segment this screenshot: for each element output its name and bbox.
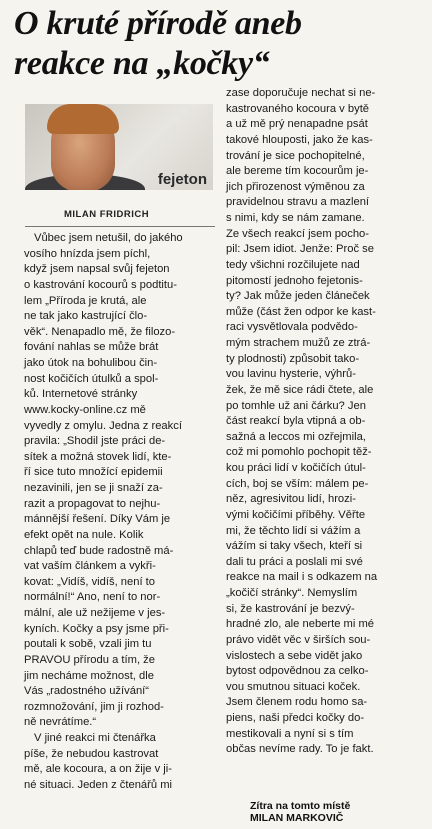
photo-hair <box>47 104 119 134</box>
text-line: což mi pomohlo pochopit těž- <box>226 446 372 459</box>
text-line: kyních. Kočky a psy jsme při- <box>24 622 169 635</box>
text-line: po tomhle už ani čárku? Jen <box>226 399 366 412</box>
text-line: nost kočičích útulků a spol- <box>24 372 159 385</box>
text-line: část reakcí byla vtipná a ob- <box>226 415 366 428</box>
text-line: jako útok na bohulibou čin- <box>24 357 158 369</box>
text-line: cích, boj se vším: málem pe- <box>226 477 369 490</box>
text-line: když jsem napsal svůj fejeton <box>24 263 170 276</box>
text-line: Vás „radostného užívání“ <box>24 685 149 698</box>
text-line: mým strachem mužů ze ztrá- <box>226 337 371 349</box>
text-line: ty plodnosti) způsobit tako- <box>226 352 360 365</box>
text-line: ří sice tuto množící epidemii <box>24 466 163 479</box>
text-line: mestikovali a nyní si s tím <box>226 727 354 740</box>
text-line: jim necháme možnost, dle <box>24 669 154 682</box>
text-line: lem „Příroda je krutá, ale <box>24 294 147 307</box>
headline-line-1: O kruté přírodě aneb <box>14 5 302 42</box>
text-line: Vůbec jsem netušil, do jakého <box>34 232 183 244</box>
text-line: takové hlouposti, jako že kas- <box>226 133 373 146</box>
text-line: mě, ale kocoura, a on žije v ji- <box>24 763 172 776</box>
text-line: zase doporučuje nechat si ne- <box>226 87 376 99</box>
text-line: ků. Internetové stránky <box>24 388 138 401</box>
text-line: ne tak jako kastrující člo- <box>24 310 148 323</box>
text-line: rozmnožování, jim ji rozhod- <box>24 700 164 713</box>
text-line: sítek a možná stovek lidí, kte- <box>24 450 172 463</box>
text-line: kou práci lidí v kočičích útul- <box>226 462 366 474</box>
text-line: vosího hnízda jsem píchl, <box>24 247 151 260</box>
text-line: žek, že mě sice rádi čtete, ale <box>226 383 374 396</box>
text-line: právo vidět věc v širších sou- <box>226 633 371 646</box>
text-line: ně nevrátíme.“ <box>24 716 97 729</box>
text-line: může (část žen odpor ke kast- <box>226 305 376 318</box>
text-line: trování je sice pochopitelné, <box>226 149 365 162</box>
text-line: vou lavinu hysterie, výhrů- <box>226 368 356 381</box>
author-byline: MILAN FRIDRICH <box>64 209 150 220</box>
text-line: dali tu práci a poslali mi své <box>226 555 363 568</box>
text-line: fování nahlas se může brát <box>24 341 159 354</box>
rubric-tag: fejeton <box>157 171 207 188</box>
text-line: pitomostí jednoho fejetonis- <box>226 274 363 287</box>
text-line: mánnější řešení. Díky Vám je <box>24 513 171 526</box>
text-line: vat vaším článkem a vykři- <box>24 560 156 573</box>
text-line: né situaci. Jeden z čtenářů mi <box>24 778 172 791</box>
next-author-label: Zítra na tomto místě <box>250 800 351 812</box>
byline-divider <box>25 226 215 227</box>
text-line: mi, že těchto lidí si vážím a <box>226 524 361 537</box>
article-column-2 <box>226 86 422 758</box>
text-line: V jiné reakci mi čtenářka <box>34 732 156 744</box>
text-line: efekt opět na nule. Kolik <box>24 528 144 541</box>
headline <box>14 4 424 84</box>
text-line: chlapů teď bude radostně má- <box>24 544 174 557</box>
text-line: ty? Jak může jeden článeček <box>226 290 370 303</box>
text-line: bytost odpovědnou za celko- <box>226 665 369 678</box>
text-line: věk“. Nenapadlo mě, že filozo- <box>24 325 176 338</box>
article-column-1 <box>24 231 214 794</box>
text-line: něz, agresivitou lidí, hrozi- <box>226 493 356 506</box>
text-line: razit a propagovat to nejhu- <box>24 497 161 510</box>
text-line: Jsem členem rodu homo sa- <box>226 696 368 709</box>
author-photo <box>25 104 213 190</box>
text-line: vážím si taky všech, kteří si <box>226 540 363 553</box>
text-line: občas nevíme rady. To je fakt. <box>226 743 374 756</box>
text-line: pravila: „Shodil jste práci de- <box>24 435 166 448</box>
text-line: kastrovaného kocoura v bytě <box>226 102 370 115</box>
text-line: jich přirozenost výměnou za <box>226 180 365 193</box>
text-line: vislostech a sebe vidět jako <box>226 649 363 662</box>
text-line: Ze všech reakcí jsem pocho- <box>226 227 370 240</box>
text-line: píše, že nebudou kastrovat <box>24 747 159 760</box>
text-line: normální!“ Ano, není to nor- <box>24 591 161 604</box>
text-line: pil: Jsem idiot. Jenže: Proč se <box>226 243 374 256</box>
text-line: sažná a leccos mi ozřejmila, <box>226 430 366 443</box>
text-line: ale bereme tím kocourům je- <box>226 165 369 178</box>
text-line: reakce na mail i s odkazem na <box>226 571 378 584</box>
text-line: vou smutnou situaci koček. <box>226 680 361 693</box>
text-line: www.kocky-online.cz mě <box>24 403 146 416</box>
text-line: „kočičí stránky“. Nemyslím <box>226 587 358 599</box>
text-line: kovat: „Vidíš, vidíš, není to <box>24 575 155 588</box>
text-line: vyvedly z omylu. Jedna z reakcí <box>24 419 182 432</box>
text-line: si, že kastrování je bezvý- <box>226 602 355 615</box>
text-line: nezavinili, jen se ji snaží za- <box>24 482 163 494</box>
text-line: pravidelnou stravu a mazlení <box>226 196 370 209</box>
text-line: s nimi, kdy se nám zamane. <box>226 212 365 224</box>
text-line: hradné zlo, ale neberte mi mé <box>226 618 375 631</box>
text-line: vými kočičími příběhy. Věřte <box>226 508 366 521</box>
text-line: PRAVOU přírodu a tím, že <box>24 653 155 666</box>
headline-line-2: reakce na „kočky“ <box>14 45 270 82</box>
text-line: raci vysvětlovala podvědo- <box>226 321 358 334</box>
next-author-note <box>250 800 420 824</box>
text-line: piens, naši předci kočky do- <box>226 712 365 724</box>
text-line: mální, ale už nežijeme v jes- <box>24 607 166 619</box>
text-line: poutali k sobě, vzali jim tu <box>24 638 152 651</box>
text-line: tedy všichni rozčilujete nad <box>226 258 360 271</box>
text-line: o kastrování kocourů s podtitu- <box>24 278 177 291</box>
next-author-name: MILAN MARKOVIČ <box>250 812 344 824</box>
text-line: a už mě prý nenapadne psát <box>226 118 368 131</box>
